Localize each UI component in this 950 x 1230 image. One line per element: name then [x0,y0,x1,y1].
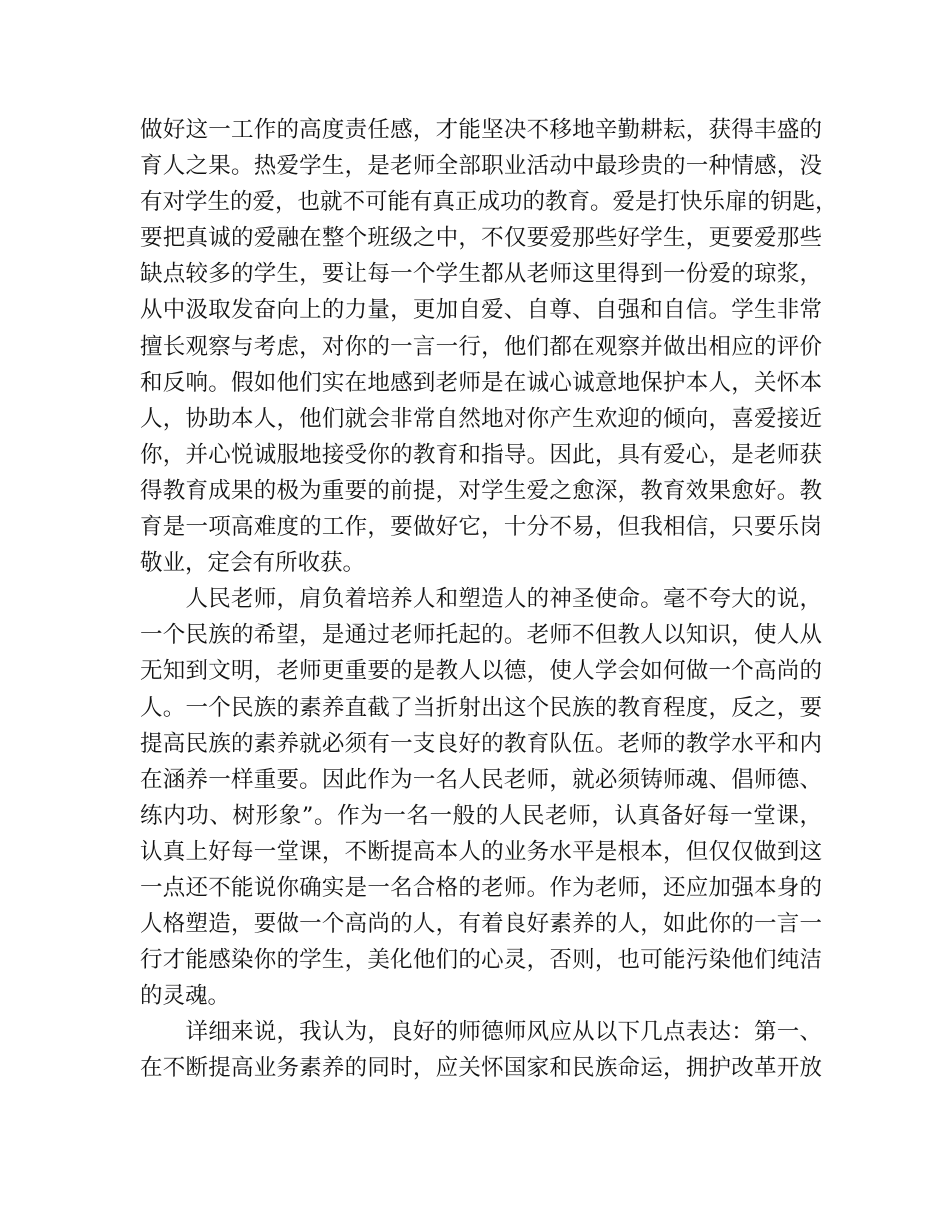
text-line: 要把真诚的爱融在整个班级之中，不仅要爱那些好学生，更要爱那些 [140,225,822,252]
text-line: 人格塑造，要做一个高尚的人，有着良好素养的人，如此你的一言一 [140,911,822,938]
text-line: 得教育成果的极为重要的前提，对学生爱之愈深，教育效果愈好。教 [140,477,822,504]
text-line: 的灵魂。 [140,983,231,1010]
text-line: 无知到文明，老师更重要的是教人以德，使人学会如何做一个高尚的 [140,658,822,685]
text-line: 敬业，定会有所收获。 [140,550,366,577]
text-line: 人。一个民族的素养直截了当折射出这个民族的教育程度，反之，要 [140,694,822,721]
text-line: 缺点较多的学生，要让每一个学生都从老师这里得到一份爱的琼浆， [140,261,822,288]
paragraph-1 [140,112,838,581]
text-line: 有对学生的爱，也就不可能有真正成功的教育。爱是打快乐扉的钥匙， [140,189,838,216]
body-text [140,112,838,1087]
text-line: 育是一项高难度的工作，要做好它，十分不易，但我相信，只要乐岗 [140,514,822,541]
text-line: 人民老师，肩负着培养人和塑造人的神圣使命。毫不夸大的说， [140,586,822,613]
paragraph-3 [140,1014,822,1086]
text-line: 行才能感染你的学生，美化他们的心灵，否则，也可能污染他们纯洁 [140,947,822,974]
text-line: 在不断提高业务素养的同时，应关怀国家和民族命运，拥护改革开放 [140,1055,822,1082]
text-line: 一点还不能说你确实是一名合格的老师。作为老师，还应加强本身的 [140,874,822,901]
text-line: 育人之果。热爱学生，是老师全部职业活动中最珍贵的一种情感，没 [140,153,822,180]
text-line: 人，协助本人，他们就会非常自然地对你产生欢迎的倾向，喜爱接近 [140,405,822,432]
text-line: 做好这一工作的高度责任感，才能坚决不移地辛勤耕耘，获得丰盛的 [140,117,822,143]
text-line: 认真上好每一堂课，不断提高本人的业务水平是根本，但仅仅做到这 [140,838,822,865]
text-line: 在涵养一样重要。因此作为一名人民老师，就必须铸师魂、倡师德、 [140,766,822,793]
text-line: 一个民族的希望，是通过老师托起的。老师不但教人以知识，使人从 [140,622,822,649]
text-line: 擅长观察与考虑，对你的一言一行，他们都在观察并做出相应的评价 [140,333,822,360]
text-line: 从中汲取发奋向上的力量，更加自爱、自尊、自强和自信。学生非常 [140,297,822,324]
text-line: 提高民族的素养就必须有一支良好的教育队伍。老师的教学水平和内 [140,730,822,757]
paragraph-2 [140,581,822,1014]
text-line: 和反响。假如他们实在地感到老师是在诚心诚意地保护本人，关怀本 [140,369,822,396]
text-line: 练内功、树形象”。作为一名一般的人民老师，认真备好每一堂课， [140,802,822,829]
text-line: 详细来说，我认为，良好的师德师风应从以下几点表达：第一、 [140,1019,822,1046]
text-line: 你，并心悦诚服地接受你的教育和指导。因此，具有爱心，是老师获 [140,441,822,468]
